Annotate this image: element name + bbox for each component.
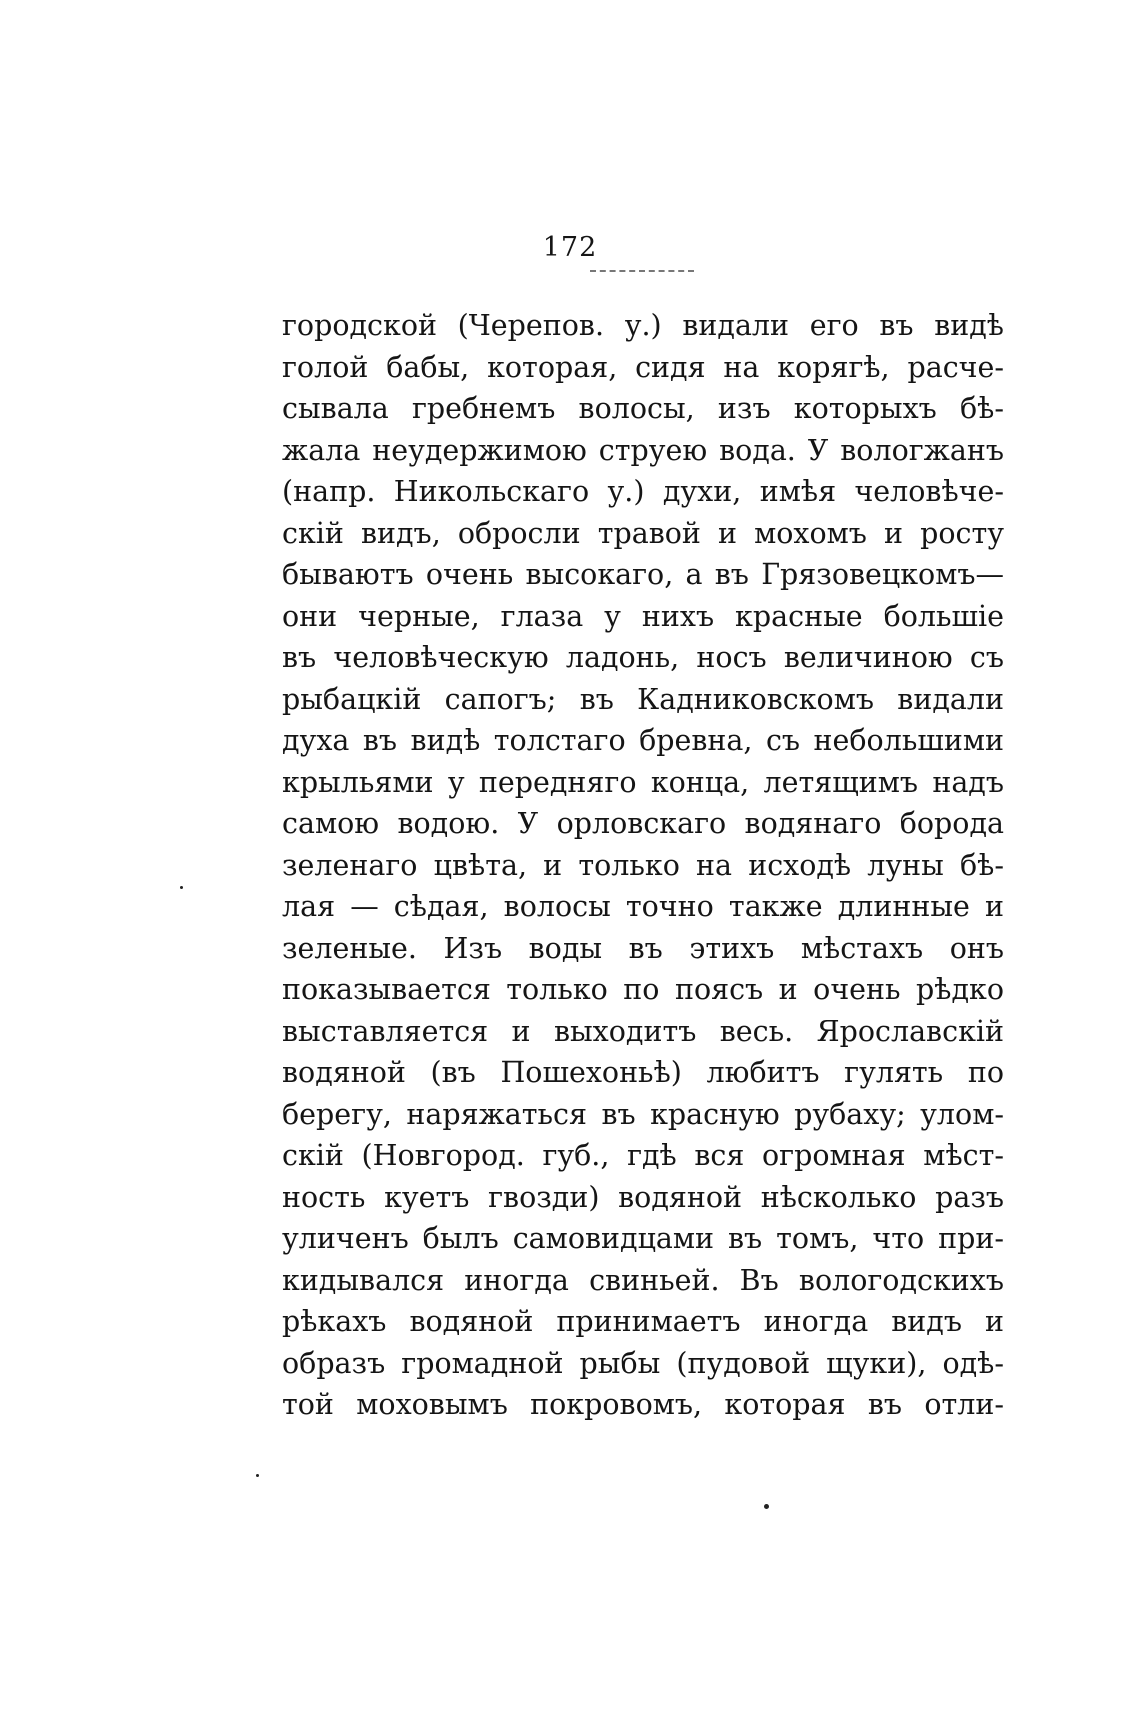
body-text	[282, 305, 1004, 1426]
text-line: скій видъ, обросли травой и мохомъ и росту	[282, 516, 1004, 550]
text-line: самою водою. У орловскаго водянаго борода	[282, 807, 1004, 840]
text-line: жала неудержимою струею вода. У вологжанъ	[282, 433, 1004, 467]
text-line: кидывался иногда свиньей. Въ вологодскихъ	[282, 1263, 1004, 1297]
text-line: образъ громадной рыбы (пудовой щуки), одѣ-	[282, 1346, 1004, 1380]
text-line: духа въ видѣ толстаго бревна, съ небольшими	[282, 724, 1004, 757]
text-line: рѣкахъ водяной принимаетъ иногда видъ и	[282, 1305, 1004, 1338]
text-line: голой бабы, которая, сидя на корягѣ, расче-	[282, 350, 1004, 384]
text-line: зеленаго цвѣта, и только на исходѣ луны бѣ-	[282, 848, 1004, 882]
scan-speck	[256, 1474, 259, 1477]
text-line: они черные, глаза у нихъ красные большіе	[282, 599, 1004, 633]
scan-speck	[764, 1504, 769, 1509]
text-line: городской (Черепов. у.) видали его въ видѣ	[282, 309, 1004, 342]
scan-speck	[180, 886, 183, 889]
text-line: выставляется и выходитъ весь. Ярославскій	[282, 1014, 1004, 1048]
text-line: бываютъ очень высокаго, а въ Грязовецкомъ—	[282, 558, 1004, 591]
text-line: скій (Новгород. губ., гдѣ вся огромная мѣст-	[282, 1139, 1004, 1172]
text-line: ность куетъ гвозди) водяной нѣсколько разъ	[282, 1180, 1004, 1214]
text-line: (напр. Никольскаго у.) духи, имѣя человѣче-	[282, 475, 1004, 508]
text-line: въ человѣческую ладонь, носъ величиною съ	[282, 641, 1004, 674]
text-line: сывала гребнемъ волосы, изъ которыхъ бѣ-	[282, 392, 1004, 425]
text-line: рыбацкій сапогъ; въ Кадниковскомъ видали	[282, 682, 1004, 716]
text-line: уличенъ былъ самовидцами въ томъ, что при-	[282, 1222, 1004, 1255]
page-number-rule	[590, 270, 694, 272]
page-number: 172	[542, 232, 598, 263]
text-line: берегу, наряжаться въ красную рубаху; улом-	[282, 1097, 1004, 1131]
text-line: крыльями у передняго конца, летящимъ надъ	[282, 765, 1004, 799]
text-line: лая — сѣдая, волосы точно также длинные и	[282, 890, 1004, 923]
text-line: водяной (въ Пошехоньѣ) любитъ гулять по	[282, 1056, 1004, 1089]
text-line: показывается только по поясъ и очень рѣдко	[282, 973, 1004, 1006]
text-line: той моховымъ покровомъ, которая въ отли-	[282, 1388, 1004, 1421]
text-line: зеленые. Изъ воды въ этихъ мѣстахъ онъ	[282, 931, 1004, 965]
